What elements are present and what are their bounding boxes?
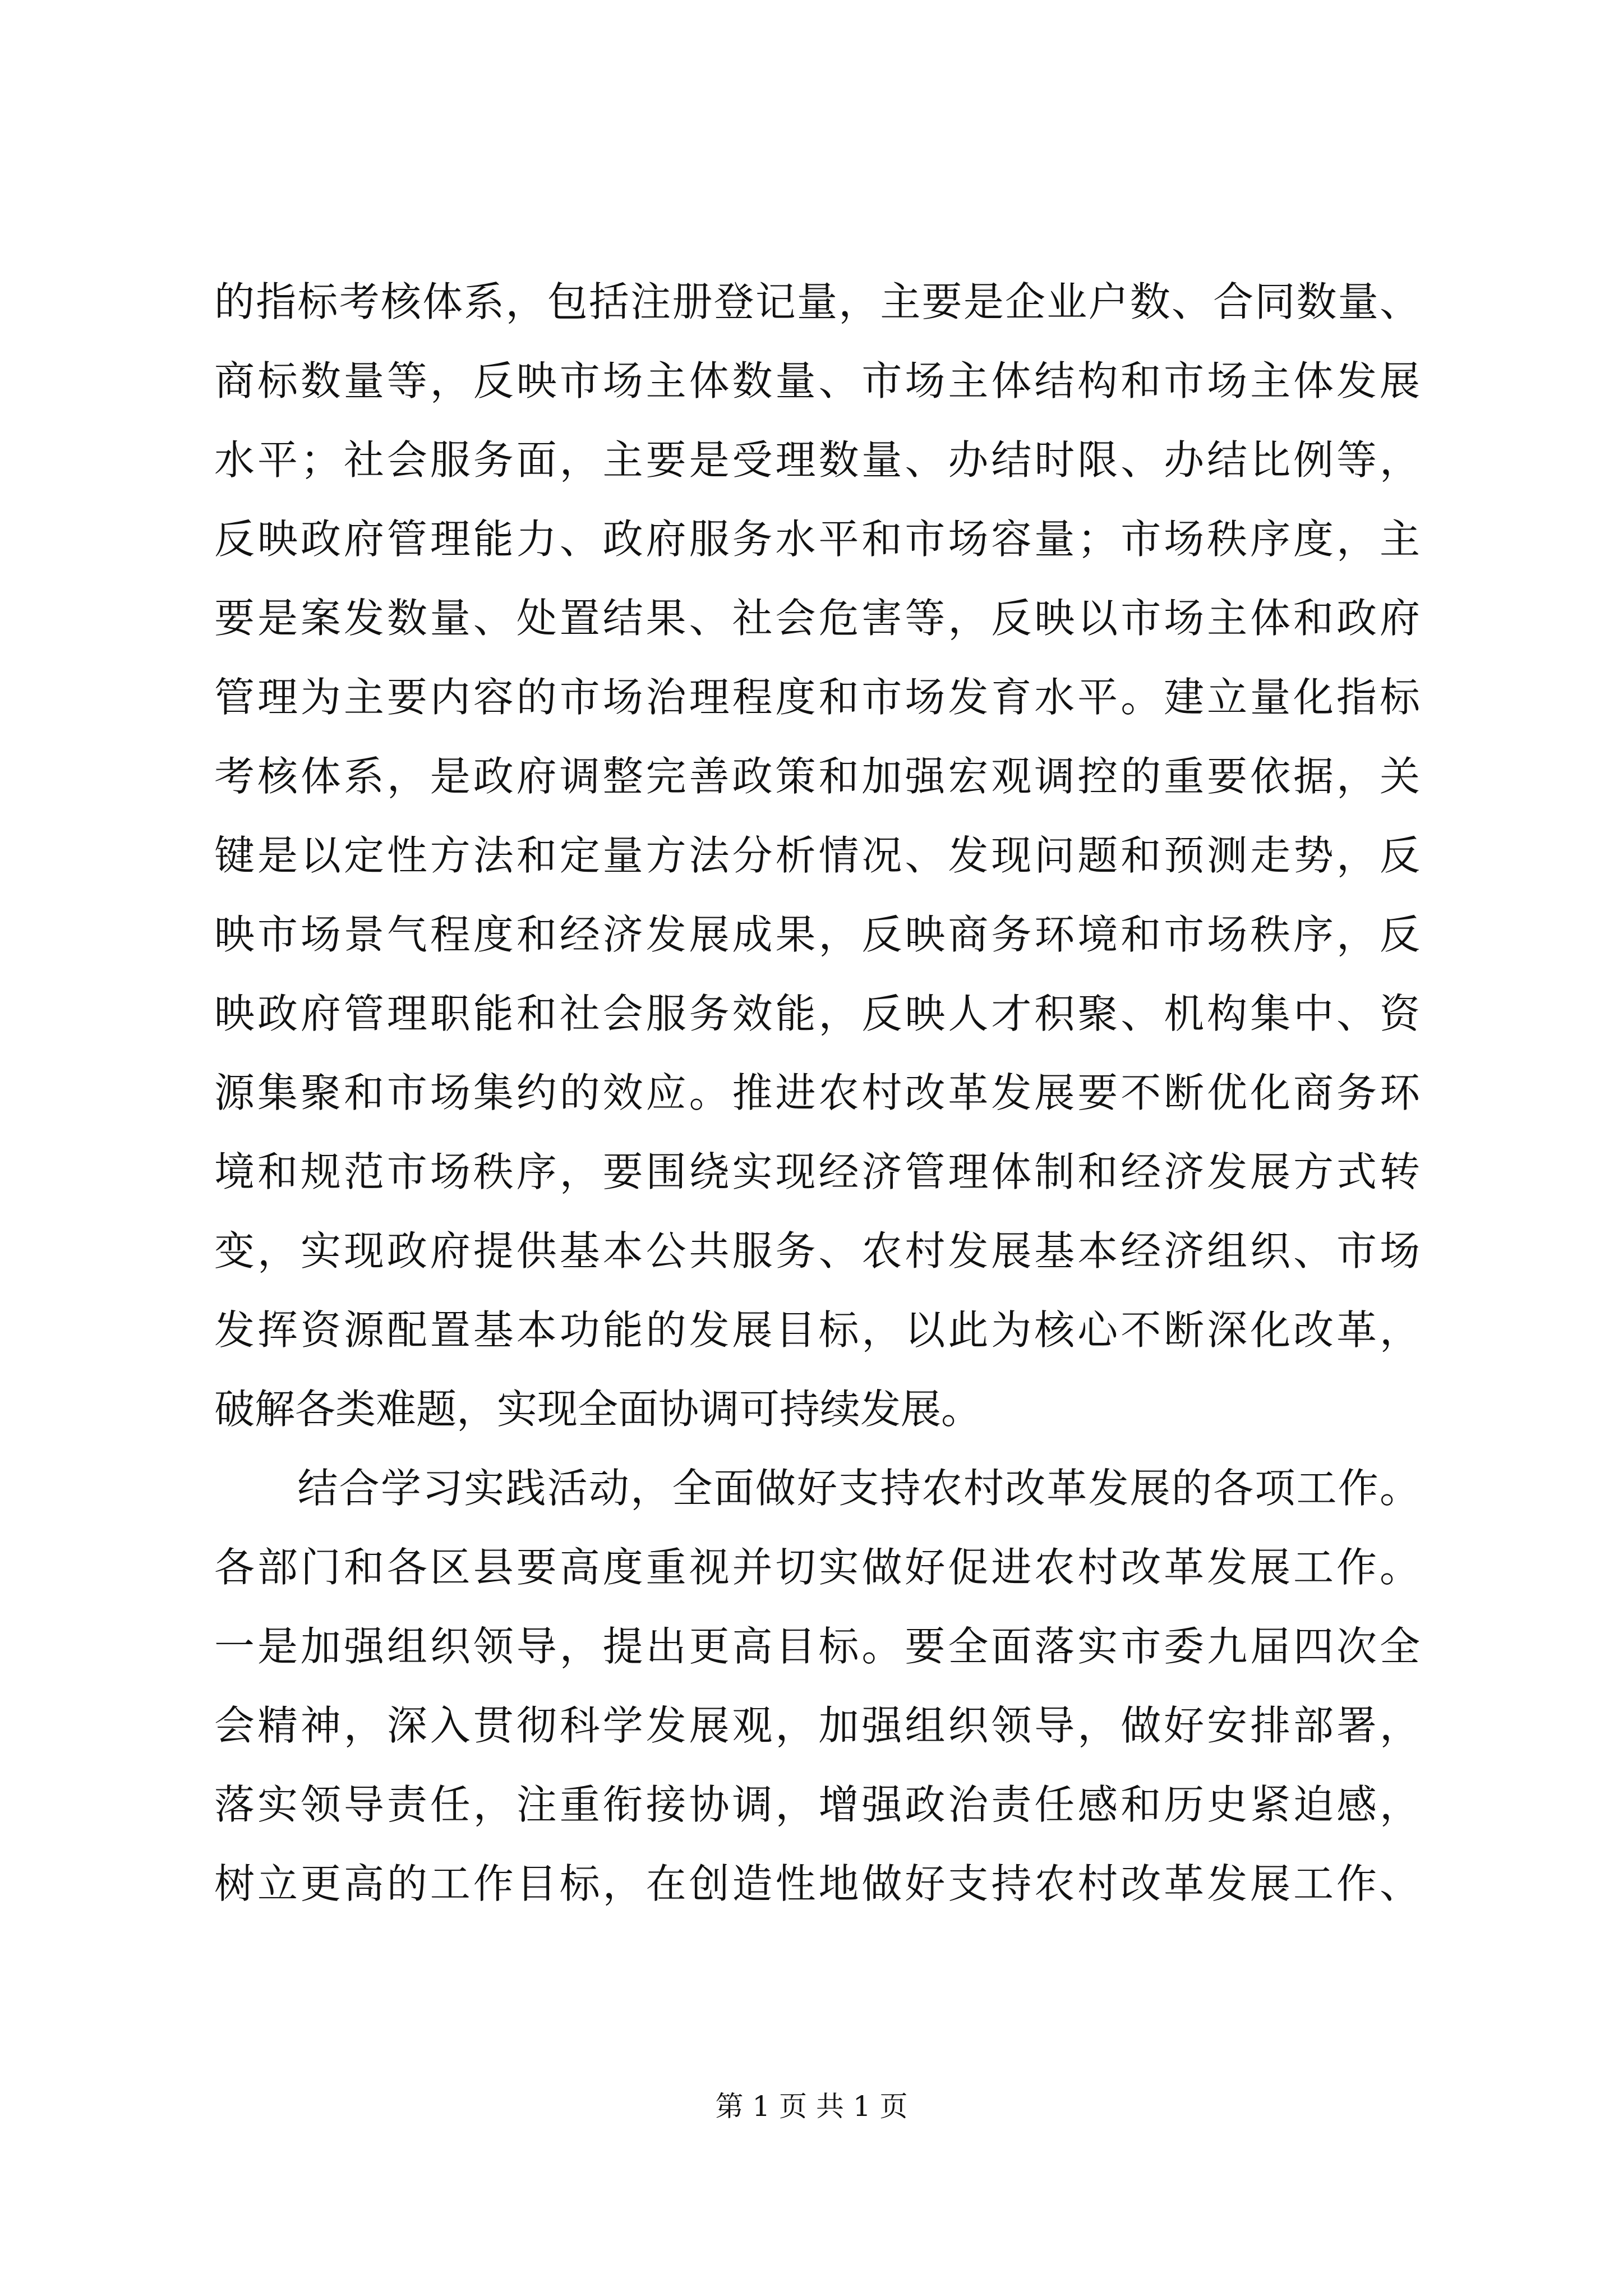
- text-line: 的指标考核体系，包括注册登记量，主要是企业户数、合同数量、: [214, 278, 1420, 325]
- text-line: 发挥资源配置基本功能的发展目标，以此为核心不断深化改革，: [214, 1306, 1420, 1354]
- text-line: 一是加强组织领导，提出更高目标。要全面落实市委九届四次全: [214, 1623, 1420, 1670]
- text-line: 落实领导责任，注重衔接协调，增强政治责任感和历史紧迫感，: [214, 1781, 1420, 1828]
- paragraph-first-line: 结合学习实践活动，全面做好支持农村改革发展的各项工作。: [214, 1465, 1420, 1512]
- text-line: 水平；社会服务面，主要是受理数量、办结时限、办结比例等，: [214, 436, 1420, 484]
- page-number: 第 1 页 共 1 页: [715, 2090, 908, 2123]
- text-line: 各部门和各区县要高度重视并切实做好促进农村改革发展工作。: [214, 1544, 1420, 1591]
- text-line: 树立更高的工作目标，在创造性地做好支持农村改革发展工作、: [214, 1860, 1420, 1907]
- text-line: 要是案发数量、处置结果、社会危害等，反映以市场主体和政府: [214, 595, 1420, 642]
- text-line: 映政府管理职能和社会服务效能，反映人才积聚、机构集中、资: [214, 990, 1420, 1037]
- text-line: 键是以定性方法和定量方法分析情况、发现问题和预测走势，反: [214, 832, 1420, 879]
- page-footer: [0, 2087, 1623, 2126]
- text-line: 境和规范市场秩序，要围绕实现经济管理体制和经济发展方式转: [214, 1148, 1420, 1195]
- text-line: 源集聚和市场集约的效应。推进农村改革发展要不断优化商务环: [214, 1069, 1420, 1116]
- text-line: 会精神，深入贯彻科学发展观，加强组织领导，做好安排部署，: [214, 1702, 1420, 1749]
- paragraph-end-line: 破解各类难题，实现全面协调可持续发展。: [214, 1386, 982, 1433]
- text-line: 商标数量等，反映市场主体数量、市场主体结构和市场主体发展: [214, 357, 1420, 404]
- body-text: [214, 263, 1420, 1924]
- text-line: 管理为主要内容的市场治理程度和市场发育水平。建立量化指标: [214, 674, 1420, 721]
- text-line: 变，实现政府提供基本公共服务、农村发展基本经济组织、市场: [214, 1227, 1420, 1274]
- text-line: 考核体系，是政府调整完善政策和加强宏观调控的重要依据，关: [214, 753, 1420, 800]
- text-line: 映市场景气程度和经济发展成果，反映商务环境和市场秩序，反: [214, 911, 1420, 958]
- text-line: 反映政府管理能力、政府服务水平和市场容量；市场秩序度，主: [214, 516, 1420, 563]
